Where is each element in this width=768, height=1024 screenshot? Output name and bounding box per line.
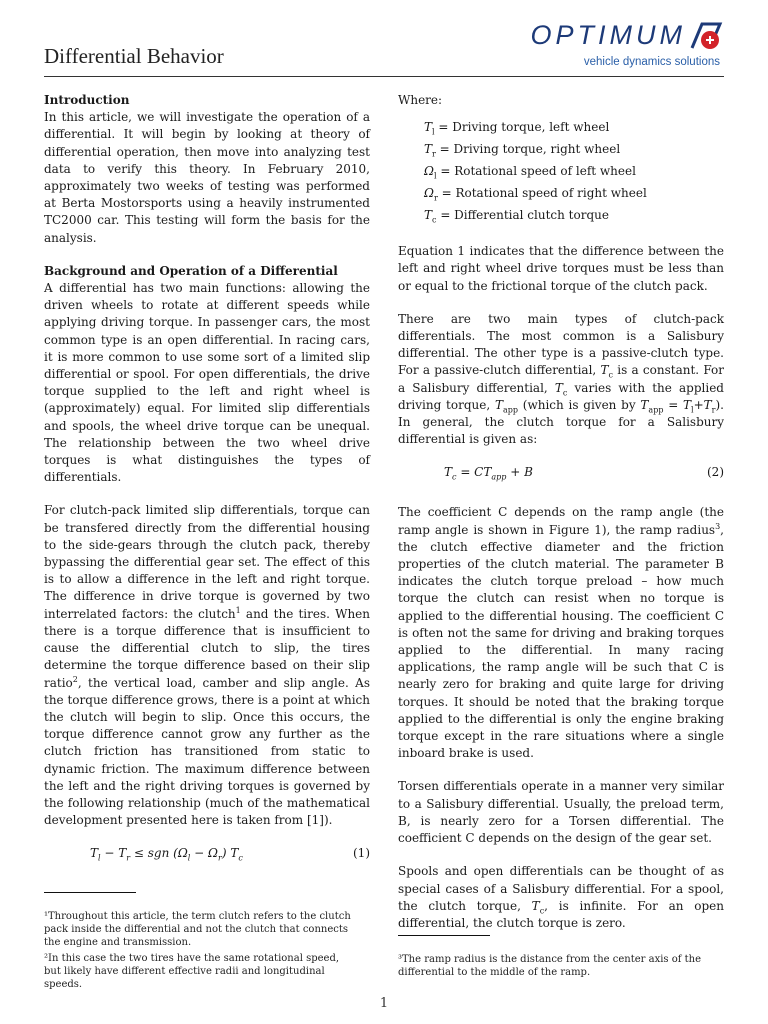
def-symbol: T bbox=[424, 208, 433, 223]
def-subscript: r bbox=[432, 149, 436, 159]
definition-omega-r bbox=[424, 185, 724, 207]
sym-tc: T bbox=[600, 363, 609, 378]
def-subscript: l bbox=[433, 171, 437, 181]
definition-omega-l bbox=[424, 163, 724, 185]
sym-expr-sub: l bbox=[691, 405, 694, 415]
def-symbol: T bbox=[424, 120, 433, 135]
definition-tl bbox=[424, 119, 724, 141]
page-number: 1 bbox=[379, 996, 389, 1011]
clutch-text-1: For clutch-pack limited slip differentials, torque can be transfered directly from the differential housing to the side-gears through the clutch pack, thereby bypassing the differential gear set. The effect of this is to allow a difference in the left and right torque. The difference in drive torque is governed by two interrelated factors: the clutch bbox=[44, 503, 370, 621]
clutch-pack-paragraph bbox=[44, 502, 370, 829]
clutch-text-2: and the tires. When there is a torque difference that is insufficient to cause the differential clutch to slip, the tires determine the torque difference based on their slip ratio bbox=[44, 606, 370, 690]
equation-1-body: $T_l - T_r$ ≤ sgn $(\Omega_l - \Omega_r)$ $T_c$ bbox=[90, 846, 243, 863]
document-title: Differential Behavior bbox=[44, 44, 224, 68]
def-symbol: Ω bbox=[424, 186, 434, 201]
sym-tc: T bbox=[554, 380, 563, 395]
spool-text-b: , is infinite. For an open differential, the clutch torque is zero. bbox=[398, 898, 725, 930]
background-paragraph: A differential has two main functions: allowing the driven wheels to rotate at different speeds while applying driving torque. In passenger cars, the most common type is an open differential. In racing cars, it is more common to use some sort of a limited slip differential or spool. For open differentials, the drive torque supplied to the left and right wheel is (approximately) equal. For limited slip differentials and spools, the wheel drive torque can be unequal. The relationship between the two wheel drive torques is what distinguishes the types of differentials. bbox=[44, 281, 370, 485]
def-description: = Differential clutch torque bbox=[436, 208, 609, 223]
equation-1-explanation: Equation 1 indicates that the difference between the left and right wheel drive torques must be less than or equal to the frictional torque of the clutch pack. bbox=[398, 244, 724, 293]
clutch-text-3: , the vertical load, camber and slip angle. As the torque difference grows, there is a point at which the clutch will begin to slip. Once this occurs, the torque difference cannot grow any further as the clutch friction has transitioned from static to dynamic friction. The maximum difference between the left and the right driving torques is governed by the following relationship (much of the mathematical development presented here is taken from [1]). bbox=[44, 675, 370, 828]
sym-tapp-sub: app bbox=[502, 405, 518, 415]
sym-tc-sub: c bbox=[608, 370, 613, 380]
def-description: = Rotational speed of left wheel bbox=[436, 164, 636, 179]
equation-2 bbox=[398, 464, 724, 486]
equation-1 bbox=[44, 845, 370, 867]
coef-text-a: The coefficient C depends on the ramp angle (the ramp angle is shown in Figure 1), the ramp radius bbox=[398, 505, 724, 537]
footnote-ref-3: 3 bbox=[715, 521, 721, 531]
intro-heading: Introduction bbox=[44, 93, 130, 107]
types-text-a: There are two main types of clutch-pack differentials. The most common is a Salisbury differential. The other type is a passive-clutch type. For a passive-clutch differential, bbox=[398, 311, 724, 378]
logo-tagline: vehicle dynamics solutions bbox=[583, 56, 720, 68]
page-header bbox=[44, 20, 724, 78]
right-column bbox=[398, 92, 724, 948]
def-description: = Driving torque, right wheel bbox=[435, 142, 621, 157]
sym-tc-sub: c bbox=[539, 906, 545, 916]
where-label: Where: bbox=[398, 93, 443, 107]
def-description: = Rotational speed of right wheel bbox=[437, 186, 647, 201]
definition-tc bbox=[424, 207, 724, 229]
footnote-divider-left bbox=[44, 892, 136, 893]
optimum-logo bbox=[530, 20, 724, 76]
symbol-definitions bbox=[424, 119, 724, 229]
sym-expr: +T bbox=[693, 397, 712, 412]
footnote-2: ²In this case the two tires have the same rotational speed, but likely have different effective radii and longitudinal speeds. bbox=[44, 953, 340, 990]
types-text-d: (which is given by bbox=[517, 397, 641, 412]
def-description: = Driving torque, left wheel bbox=[434, 120, 610, 135]
footnote-3: ³The ramp radius is the distance from the center axis of the differential to the middle of the ramp. bbox=[398, 954, 701, 978]
def-symbol: T bbox=[424, 142, 433, 157]
background-section bbox=[44, 263, 370, 487]
spool-text-a: Spools and open differentials can be thought of as special cases of a Salisbury differential. For a spool, the clutch torque, bbox=[398, 864, 724, 913]
torsen-paragraph: Torsen differentials operate in a manner very similar to a Salisbury differential. Usually, the preload term, B, is nearly zero for a Torsen differential. The coefficient C depends on the design of the gear set. bbox=[398, 779, 724, 846]
sym-tapp: T bbox=[640, 397, 649, 412]
sym-tapp: T bbox=[494, 397, 503, 412]
types-text-b: is a constant. For a Salisbury differential, bbox=[398, 363, 724, 395]
background-heading: Background and Operation of a Differential bbox=[44, 263, 338, 278]
footnote-ref-2: 2 bbox=[72, 674, 78, 684]
def-symbol: Ω bbox=[424, 164, 434, 179]
sym-tc: T bbox=[531, 898, 540, 913]
logo-g-mark-icon bbox=[688, 20, 724, 56]
footnote-divider-right bbox=[398, 935, 490, 936]
intro-section bbox=[44, 92, 370, 247]
def-subscript: r bbox=[433, 193, 438, 203]
logo-wordmark: OPTIMUM bbox=[530, 20, 686, 50]
sym-tc-sub: c bbox=[562, 388, 568, 398]
sym-expr: = T bbox=[663, 397, 692, 412]
footnote-ref-1: 1 bbox=[235, 605, 241, 615]
left-column bbox=[44, 92, 370, 885]
header-divider bbox=[44, 76, 724, 77]
def-subscript: l bbox=[432, 127, 435, 137]
footnote-1: ¹Throughout this article, the term clutch refers to the clutch pack inside the differential and not the clutch that connects the engine and transmission. bbox=[44, 911, 351, 948]
definition-tr bbox=[424, 141, 724, 163]
spools-paragraph bbox=[398, 863, 724, 932]
clutch-types-paragraph bbox=[398, 311, 724, 449]
coef-text-b: , the clutch effective diameter and the friction properties of the clutch material. The parameter B indicates the clutch torque preload – how much torque the clutch can resist when no torque is applied to the differential housing. The coefficient C is often not the same for driving and braking torques applied to the differential. In many racing applications, the ramp angle will be such that C is nearly zero for braking and quite large for driving torques. It should be noted that the braking torque applied to the differential is only the engine braking torque except in the rare situations where a single inboard brake is used. bbox=[398, 522, 724, 761]
equation-2-body: $T_c = CT_{app} + B$ bbox=[444, 465, 533, 482]
types-text-e: ). In general, the clutch torque for a Salisbury differential is given as: bbox=[398, 397, 724, 447]
sym-tapp-sub: app bbox=[648, 405, 664, 415]
def-subscript: c bbox=[432, 215, 437, 225]
sym-expr-sub: r bbox=[711, 405, 716, 415]
equation-1-number: (1) bbox=[353, 846, 370, 861]
types-text-c: varies with the applied driving torque, bbox=[398, 380, 724, 412]
intro-paragraph: In this article, we will investigate the operation of a differential. It will begin by looking at theory of differential operation, then move into analyzing test data to verify this theory. In February 2010, approximately two weeks of testing was performed at Berta Mostorsports using a heavily instrumented TC2000 car. This testing will form the basis for the analysis. bbox=[44, 110, 370, 245]
equation-2-number: (2) bbox=[707, 465, 724, 480]
coefficient-paragraph bbox=[398, 504, 724, 762]
